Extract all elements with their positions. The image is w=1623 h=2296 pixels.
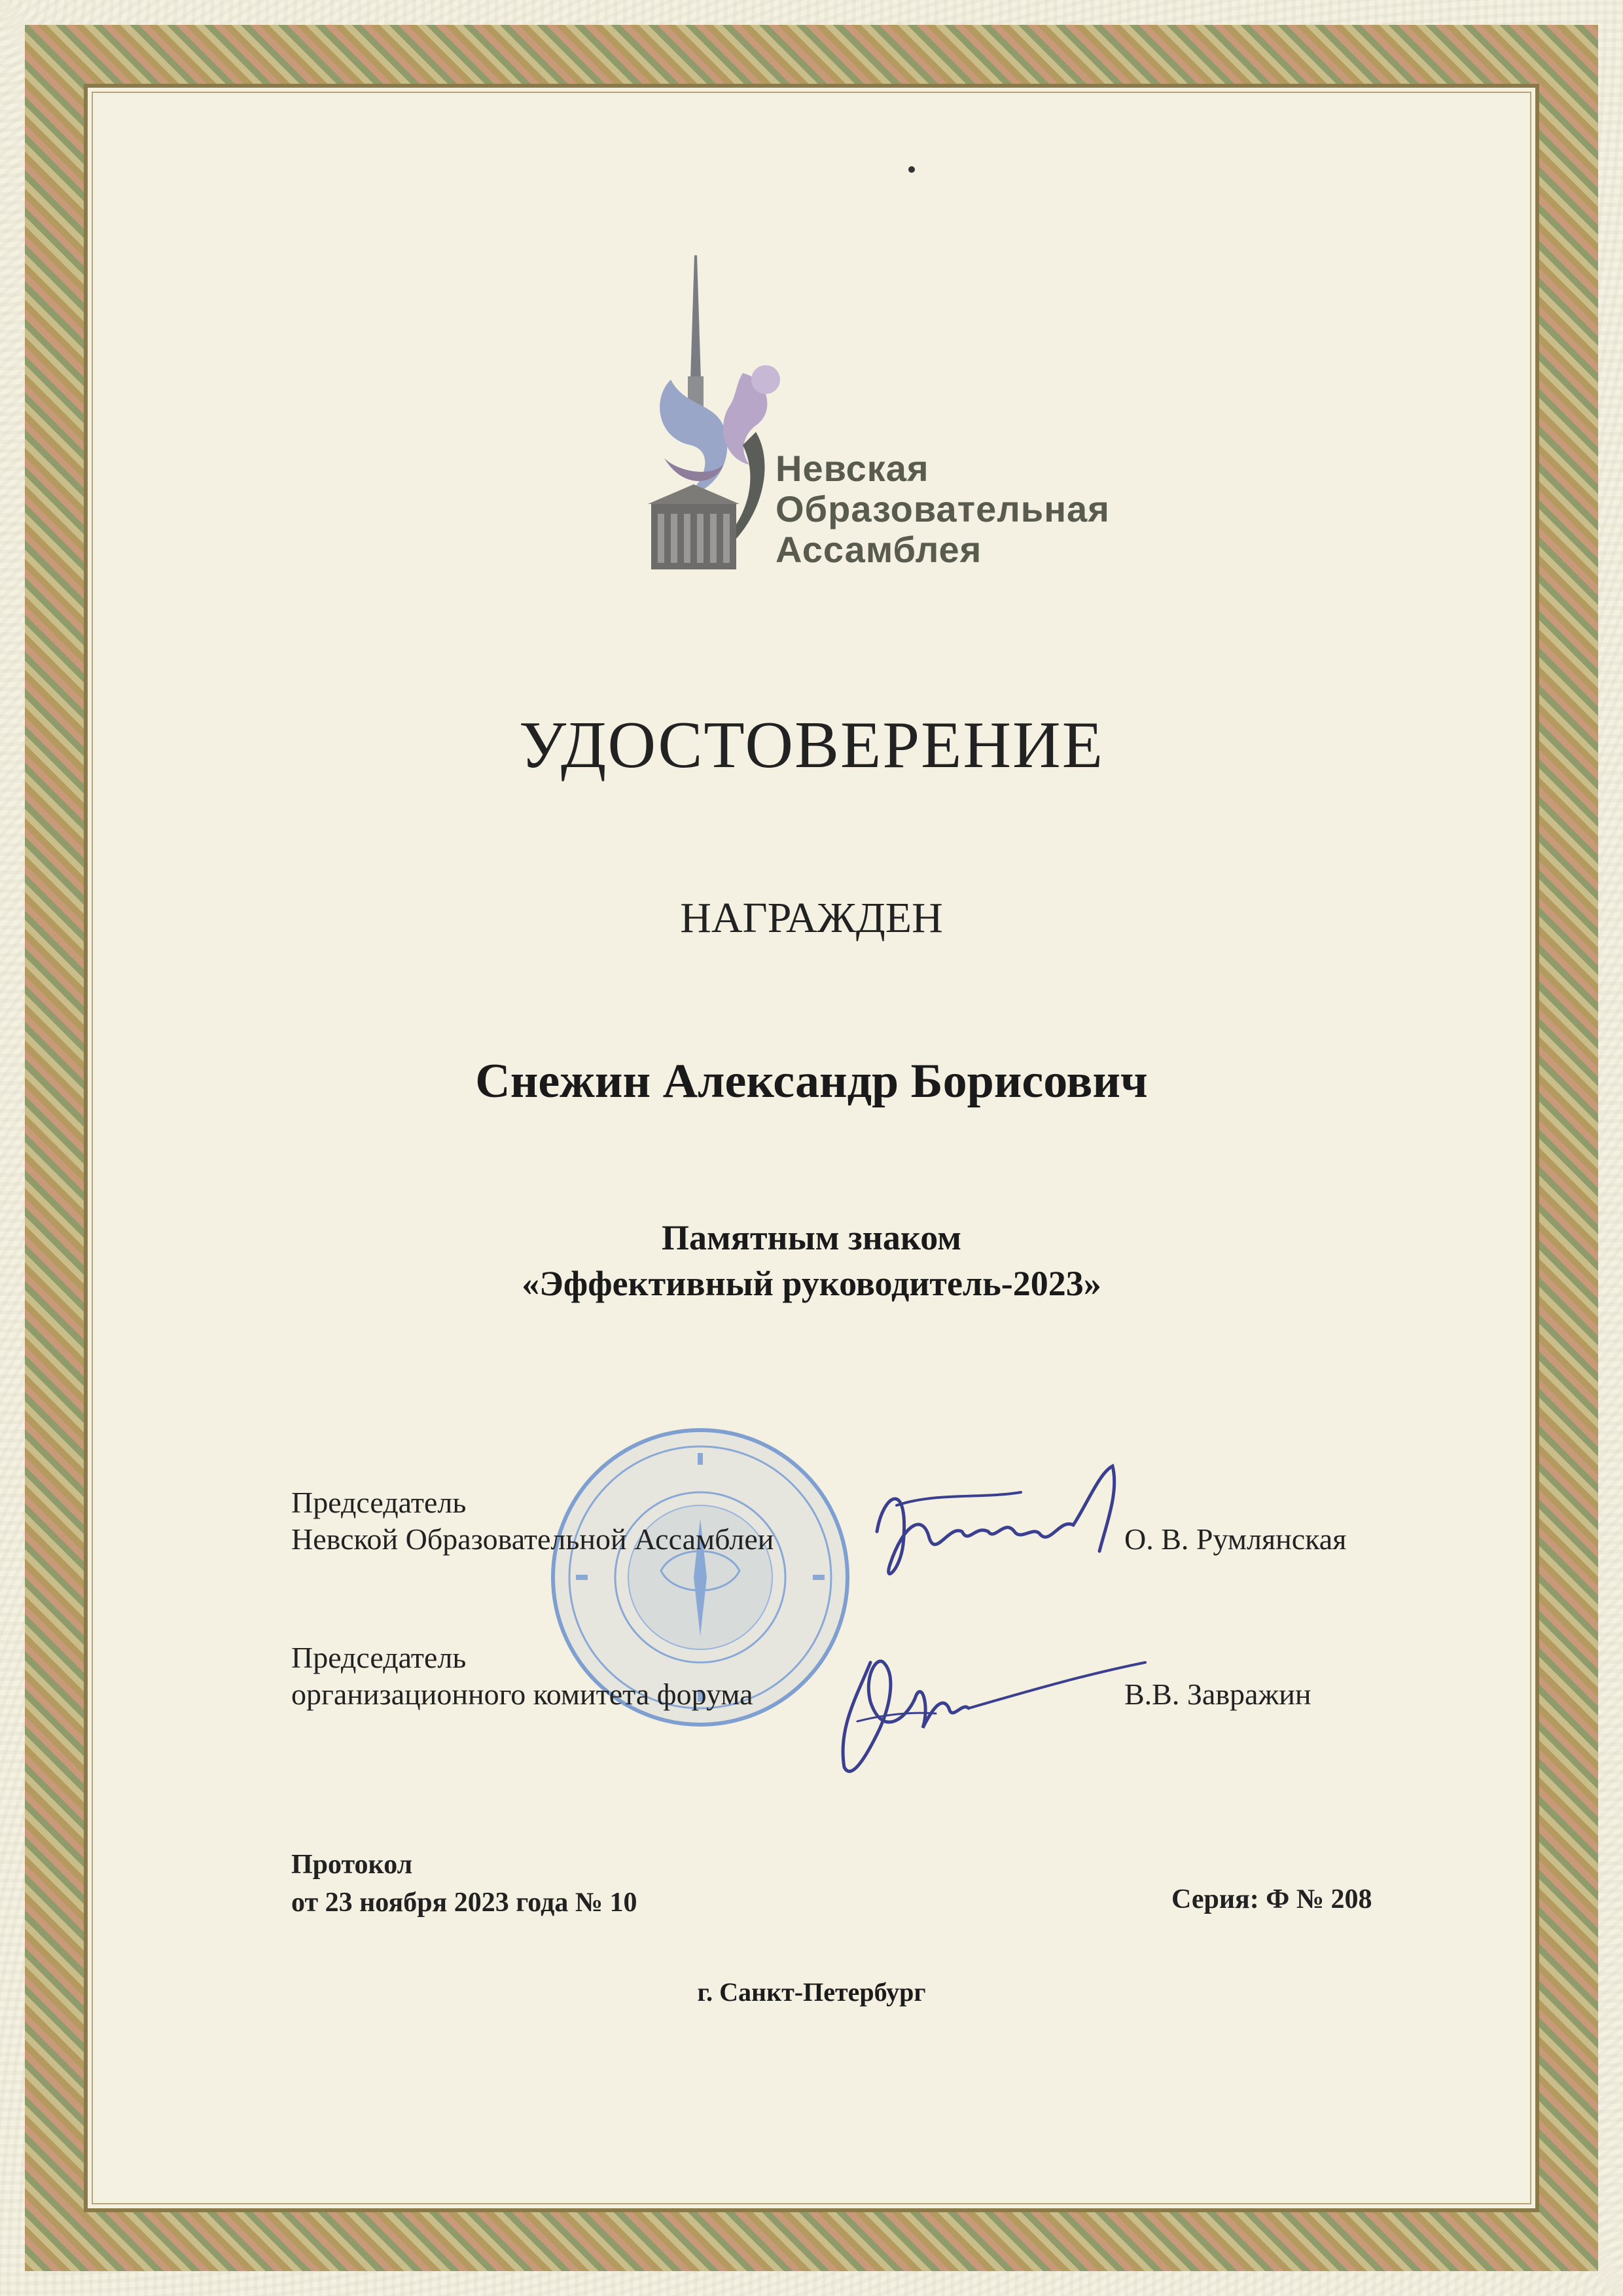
awarded-label: НАГРАЖДЕН: [680, 894, 943, 942]
series-number: Серия: Ф № 208: [1171, 1884, 1372, 1914]
signature-1-icon: [864, 1453, 1139, 1597]
logo-text: [776, 448, 1110, 570]
signatory-1-role-line-2: Невской Образовательной Ассамблеи: [291, 1522, 774, 1556]
signatory-2-role: [291, 1640, 753, 1713]
logo-line-1: Невская: [776, 448, 929, 489]
signature-2-icon: [818, 1636, 1158, 1793]
assembly-logo: [645, 249, 1135, 576]
document-title: УДОСТОВЕРЕНИЕ: [518, 708, 1105, 782]
protocol-info: [291, 1846, 637, 1922]
protocol-date: от 23 ноября 2023 года № 10: [291, 1888, 637, 1918]
decorative-dot: [908, 166, 915, 173]
signatory-1-name: О. В. Румлянская: [1124, 1522, 1347, 1556]
signatory-2-role-line-2: организационного комитета форума: [291, 1677, 753, 1711]
city-label: г. Санкт-Петербург: [697, 1977, 926, 2007]
signatory-1-role-line-1: Председатель: [291, 1486, 467, 1519]
logo-line-3: Ассамблея: [776, 529, 982, 570]
logo-line-2: Образовательная: [776, 488, 1110, 529]
spire-emblem-icon: [645, 249, 782, 576]
protocol-label: Протокол: [291, 1850, 413, 1880]
award-line-2: «Эффективный руководитель-2023»: [522, 1264, 1101, 1303]
signatory-1-role: [291, 1484, 774, 1558]
recipient-name: Снежин Александр Борисович: [475, 1054, 1148, 1108]
signatory-2-role-line-1: Председатель: [291, 1641, 467, 1674]
signatory-2-name: В.В. Завражин: [1124, 1677, 1311, 1711]
award-line-1: Памятным знаком: [661, 1218, 962, 1257]
